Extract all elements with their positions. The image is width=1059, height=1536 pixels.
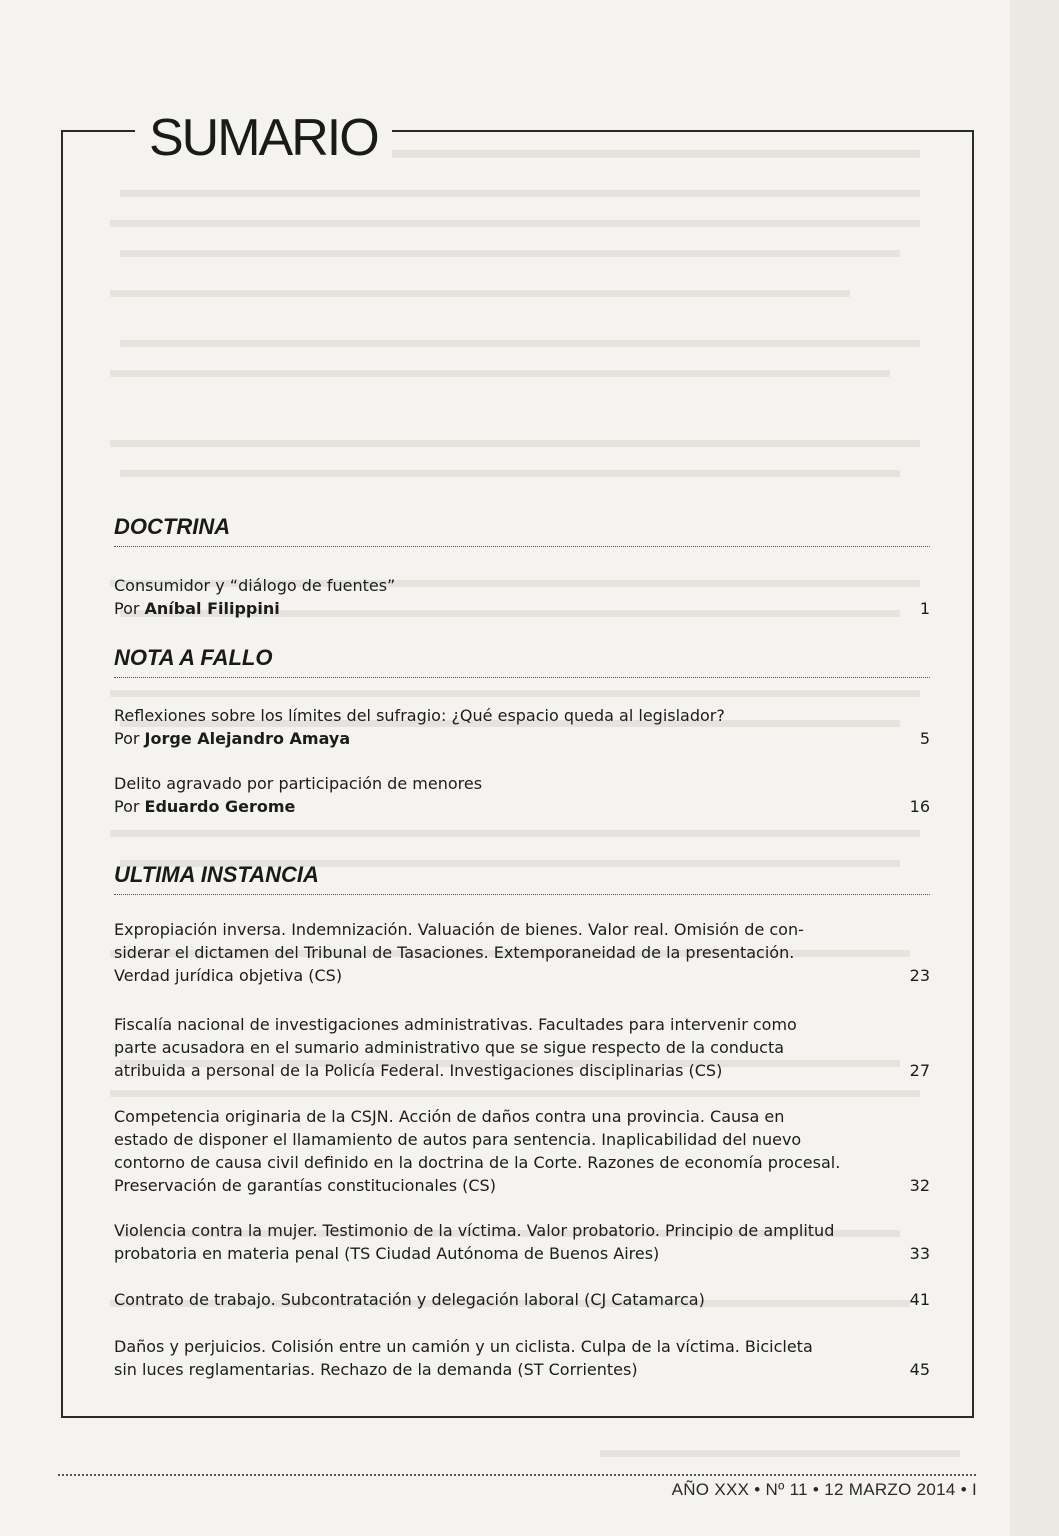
entry-page-number: 1 [919, 599, 930, 618]
entry-line: Daños y perjuicios. Colisión entre un camión y un ciclista. Culpa de la víctima. Bicicleta [114, 1337, 813, 1356]
toc-entry[interactable] [114, 704, 930, 750]
entry-author: Jorge Alejandro Amaya [144, 729, 351, 748]
toc-entry[interactable] [114, 1335, 930, 1381]
author-prefix: Por [114, 797, 145, 816]
toc-entry[interactable] [114, 1105, 930, 1197]
entry-line: Verdad jurídica objetiva (CS) [114, 966, 343, 985]
entry-page-number: 5 [919, 729, 930, 748]
entry-line: Expropiación inversa. Indemnización. Valuación de bienes. Valor real. Omisión de con- [114, 920, 804, 939]
section-doctrina [114, 512, 930, 547]
entry-page-number: 32 [909, 1176, 930, 1195]
entry-author: Eduardo Gerome [144, 797, 296, 816]
entry-author-line [114, 795, 874, 818]
entry-line: contorno de causa civil definido en la doctrina de la Corte. Razones de economía procesal. [114, 1153, 841, 1172]
section-heading: DOCTRINA [114, 512, 930, 547]
section-heading: ULTIMA INSTANCIA [114, 860, 930, 895]
entry-page-number: 41 [909, 1290, 930, 1309]
entry-page-number: 16 [909, 797, 930, 816]
entry-page-number: 45 [909, 1360, 930, 1379]
entry-author: Aníbal Filippini [144, 599, 280, 618]
entry-line: atribuida a personal de la Policía Federal. Investigaciones disciplinarias (CS) [114, 1061, 723, 1080]
entry-line: sin luces reglamentarias. Rechazo de la demanda (ST Corrientes) [114, 1360, 638, 1379]
entry-line: Contrato de trabajo. Subcontratación y delegación laboral (CJ Catamarca) [114, 1290, 705, 1309]
entry-line: estado de disponer el llamamiento de autos para sentencia. Inaplicabilidad del nuevo [114, 1130, 802, 1149]
author-prefix: Por [114, 599, 145, 618]
page-footer: AÑO XXX • Nº 11 • 12 MARZO 2014 • I [671, 1480, 977, 1499]
entry-line: Violencia contra la mujer. Testimonio de la víctima. Valor probatorio. Principio de amplitud [114, 1221, 835, 1240]
section-ultima-instancia [114, 860, 930, 895]
entry-line: Competencia originaria de la CSJN. Acción de daños contra una provincia. Causa en [114, 1107, 785, 1126]
author-prefix: Por [114, 729, 145, 748]
entry-line: parte acusadora en el sumario administrativo que se sigue respecto de la conducta [114, 1038, 785, 1057]
toc-entry[interactable] [114, 918, 930, 987]
toc-entry[interactable] [114, 1288, 930, 1311]
section-nota-a-fallo [114, 643, 930, 678]
entry-title: Reflexiones sobre los límites del sufragio: ¿Qué espacio queda al legislador? [114, 706, 725, 725]
entry-line: Preservación de garantías constitucionales (CS) [114, 1176, 496, 1195]
entry-line: probatoria en materia penal (TS Ciudad Autónoma de Buenos Aires) [114, 1244, 660, 1263]
toc-entry[interactable] [114, 772, 930, 818]
page-title: SUMARIO [149, 109, 378, 167]
entry-author-line [114, 727, 874, 750]
title-block [135, 108, 392, 168]
entry-title: Consumidor y “diálogo de fuentes” [114, 576, 396, 595]
toc-entry[interactable] [114, 574, 930, 620]
entry-line: siderar el dictamen del Tribunal de Tasaciones. Extemporaneidad de la presentación. [114, 943, 795, 962]
entry-author-line [114, 597, 874, 620]
section-heading: NOTA A FALLO [114, 643, 930, 678]
entry-title: Delito agravado por participación de menores [114, 774, 483, 793]
entry-line: Fiscalía nacional de investigaciones administrativas. Facultades para intervenir como [114, 1015, 797, 1034]
entry-page-number: 23 [909, 966, 930, 985]
toc-entry[interactable] [114, 1013, 930, 1082]
footer-divider [58, 1474, 976, 1476]
entry-page-number: 33 [909, 1244, 930, 1263]
toc-entry[interactable] [114, 1219, 930, 1265]
entry-page-number: 27 [909, 1061, 930, 1080]
